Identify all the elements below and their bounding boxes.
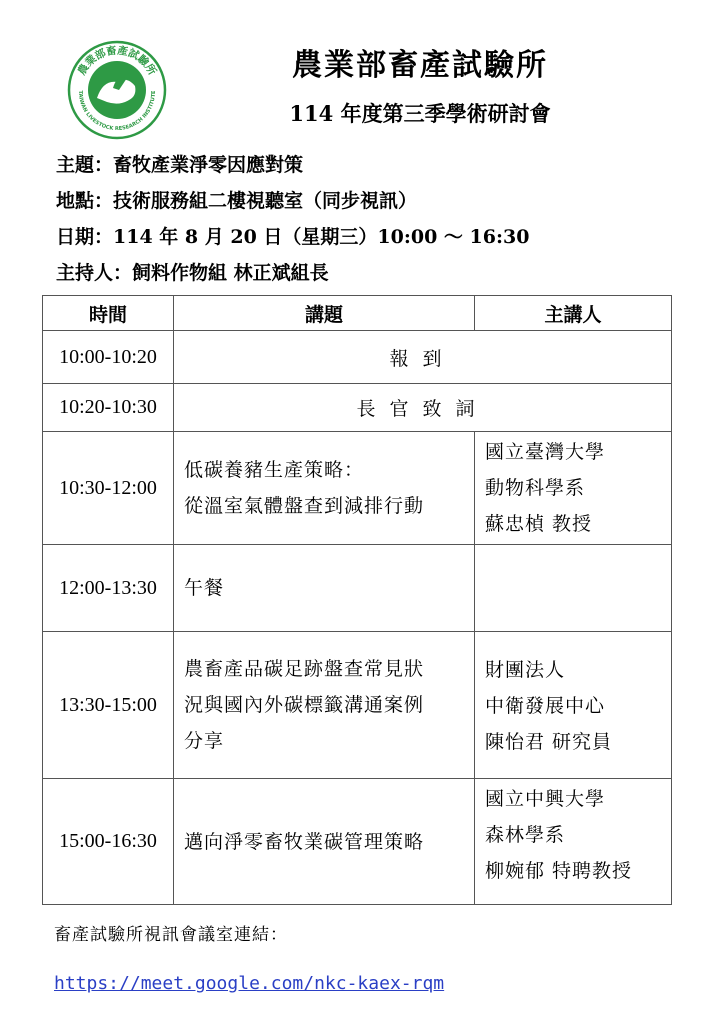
speaker-line: 動物科學系 [485, 477, 586, 499]
row-topic [174, 632, 475, 779]
header-topic: 講題 [174, 296, 475, 331]
logo-english-text: TAIWAN LIVESTOCK RESEARCH INSTITUTE [76, 90, 158, 133]
page-title: 農業部畜產試驗所 [292, 48, 548, 83]
info-date-label: 日期： [56, 226, 114, 248]
info-date-value: 114 年 8 月 20 日（星期三）10:00 ～ 16:30 [113, 226, 530, 248]
row-time: 10:30-12:00 [43, 432, 174, 545]
row-time: 10:20-10:30 [43, 384, 174, 432]
row-time: 12:00-13:30 [43, 545, 174, 632]
row-time: 15:00-16:30 [43, 779, 174, 905]
row-speaker [475, 545, 672, 632]
row-topic [174, 432, 475, 545]
agenda-table [42, 295, 672, 905]
speaker-line: 國立臺灣大學 [485, 441, 606, 463]
info-location-label: 地點： [56, 190, 114, 212]
row-time: 13:30-15:00 [43, 632, 174, 779]
row-speaker [475, 432, 672, 545]
row-topic: 邁向淨零畜牧業碳管理策略 [174, 779, 475, 905]
topic-line: 農畜產品碳足跡盤查常見狀 [184, 658, 425, 680]
header-speaker: 主講人 [475, 296, 672, 331]
topic-line: 分享 [184, 730, 225, 752]
info-topic-value: 畜牧產業淨零因應對策 [113, 154, 304, 176]
header-time: 時間 [43, 296, 174, 331]
info-location-value: 技術服務組二樓視聽室（同步視訊） [113, 190, 418, 212]
row-speaker [475, 632, 672, 779]
speaker-line: 國立中興大學 [485, 788, 606, 810]
table-header-row [43, 296, 672, 331]
meeting-link-label: 畜產試驗所視訊會議室連結： [54, 925, 288, 945]
info-topic-label: 主題： [56, 154, 114, 176]
row-speaker [475, 779, 672, 905]
speaker-line: 財團法人 [485, 659, 566, 681]
table-row [43, 432, 672, 545]
topic-line: 從溫室氣體盤查到減排行動 [184, 495, 425, 517]
table-row [43, 384, 672, 432]
info-host-label: 主持人： [56, 262, 133, 284]
topic-line: 低碳養豬生產策略： [184, 459, 365, 481]
info-location [56, 186, 417, 213]
speaker-line: 柳婉郁 特聘教授 [485, 860, 633, 882]
row-topic: 午餐 [174, 545, 475, 632]
meeting-link[interactable]: https://meet.google.com/nkc-kaex-rqm [54, 973, 445, 994]
row-topic: 長官致詞 [174, 384, 672, 432]
speaker-line: 森林學系 [485, 824, 566, 846]
row-time: 10:00-10:20 [43, 331, 174, 384]
row-topic: 報到 [174, 331, 672, 384]
institute-logo [67, 40, 167, 140]
table-row [43, 779, 672, 905]
topic-line: 況與國內外碳標籤溝通案例 [184, 694, 425, 716]
logo-chinese-text: 農業部畜產試驗所 [75, 44, 159, 78]
table-row [43, 331, 672, 384]
speaker-line: 蘇忠楨 教授 [485, 513, 593, 535]
info-host [56, 258, 329, 285]
speaker-line: 陳怡君 研究員 [485, 731, 613, 753]
info-date [56, 222, 529, 249]
table-row [43, 632, 672, 779]
info-topic [56, 150, 303, 177]
table-row [43, 545, 672, 632]
page-subtitle: 114 年度第三季學術研討會 [289, 101, 551, 126]
info-host-value: 飼料作物組 林正斌組長 [132, 262, 329, 284]
speaker-line: 中衛發展中心 [485, 695, 606, 717]
